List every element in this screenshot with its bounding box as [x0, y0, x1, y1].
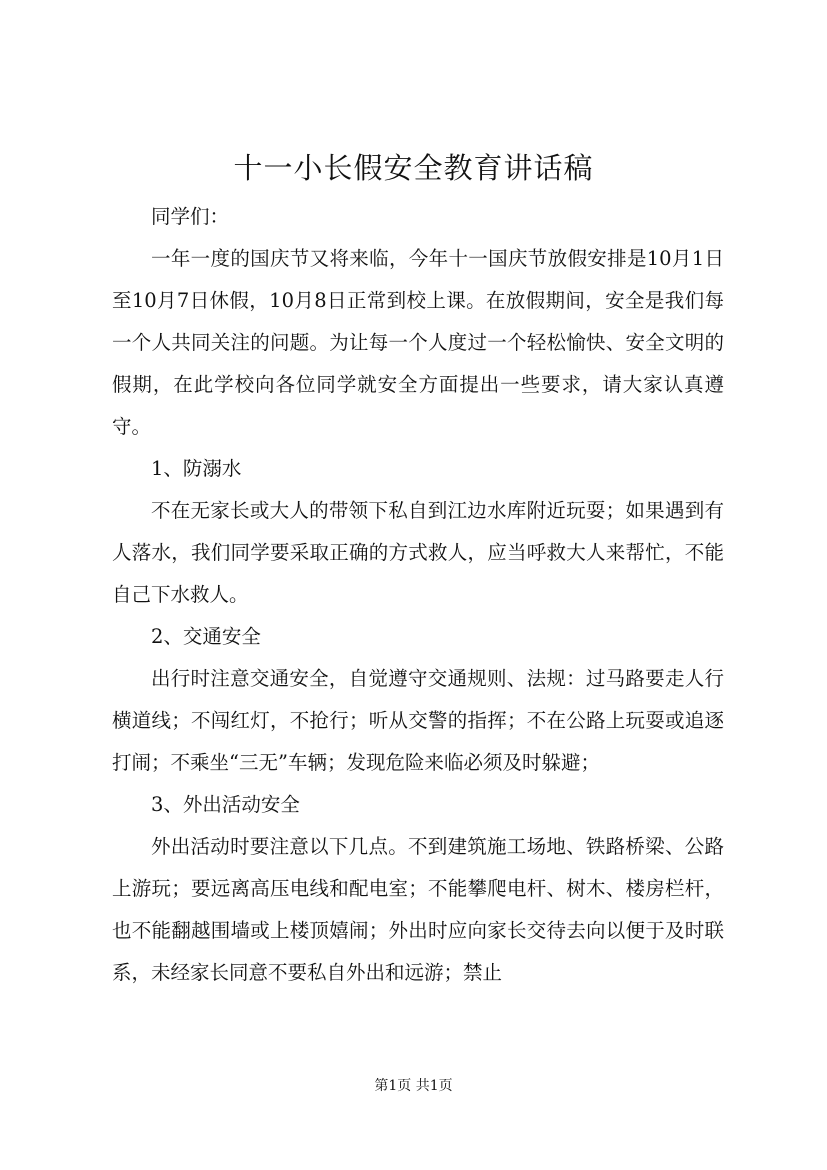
page-footer: 第1页 共1页: [374, 1078, 453, 1094]
section-heading-drowning: 1、防溺水: [151, 457, 242, 480]
drowning-paragraph: 不在无家长或大人的带领下私自到江边水库附近玩耍；如果遇到有人落水，我们同学要采取正确的方式救人，应当呼救大人来帮忙，不能自己下水救人。: [112, 499, 724, 606]
greeting-paragraph: 同学们：: [151, 205, 230, 228]
section-heading-traffic: 2、交通安全: [151, 625, 261, 648]
outdoor-paragraph: 外出活动时要注意以下几点。不到建筑施工场地、铁路桥梁、公路上游玩；要远离高压电线和配电室；不能攀爬电杆、树木、楼房栏杆，也不能翻越围墙或上楼顶嬉闹；外出时应向家长交待去向以便于及时联系，未经家长同意不要私自外出和远游；禁止: [112, 835, 724, 984]
traffic-paragraph: 出行时注意交通安全，自觉遵守交通规则、法规：过马路要走人行横道线；不闯红灯，不抢行；听从交警的指挥；不在公路上玩耍或追逐打闹；不乘坐“三无”车辆；发现危险来临必须及时躲避；: [112, 667, 724, 774]
document-title: 十一小长假安全教育讲话稿: [233, 151, 594, 185]
section-heading-outdoor: 3、外出活动安全: [151, 793, 300, 816]
document-body: [112, 196, 724, 994]
intro-paragraph: 一年一度的国庆节又将来临，今年十一国庆节放假安排是10月1日至10月7日休假，10月8日正常到校上课。在放假期间，安全是我们每一个人共同关注的问题。为让每一个人度过一个轻松愉快、安全文明的假期，在此学校向各位同学就安全方面提出一些要求，请大家认真遵守。: [112, 247, 724, 438]
